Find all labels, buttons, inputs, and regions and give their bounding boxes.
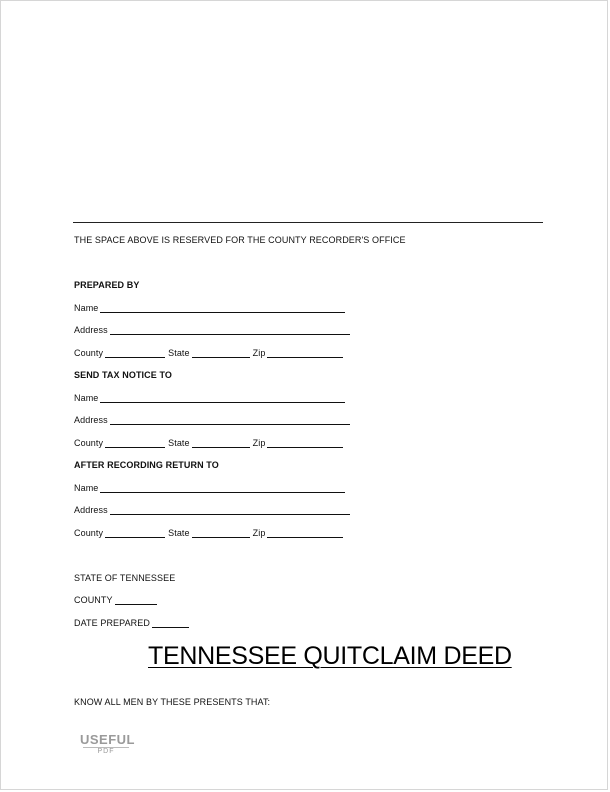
name-label: Name [74, 393, 99, 403]
county-label: County [74, 348, 104, 358]
prepared-by-county-input[interactable] [105, 348, 165, 358]
date-prepared-input[interactable] [152, 618, 189, 628]
address-label: Address [74, 415, 108, 425]
recorder-space-line [73, 222, 543, 223]
date-prepared-label: DATE PREPARED [74, 618, 150, 628]
state-label: State [168, 528, 190, 538]
county-label: COUNTY [74, 595, 113, 605]
after-recording-address-field [74, 505, 353, 515]
after-recording-state-input[interactable] [192, 528, 250, 538]
prepared-by-name-input[interactable] [100, 303, 345, 313]
prepared-by-heading: PREPARED BY [74, 280, 140, 290]
document-title: TENNESSEE QUITCLAIM DEED [148, 642, 512, 670]
send-tax-location-row [74, 438, 346, 448]
know-all-men-text: KNOW ALL MEN BY THESE PRESENTS THAT: [74, 697, 271, 707]
prepared-by-name-field [74, 303, 348, 313]
state-label: State [168, 348, 190, 358]
after-recording-zip-input[interactable] [267, 528, 343, 538]
county-label: County [74, 438, 104, 448]
state-of-tennessee: STATE OF TENNESSEE [74, 573, 176, 583]
prepared-by-location-row [74, 348, 346, 358]
usefulpdf-logo [80, 732, 135, 759]
logo-wordmark: USEFUL [80, 732, 135, 747]
send-tax-address-field [74, 415, 353, 425]
after-recording-location-row [74, 528, 346, 538]
zip-label: Zip [252, 348, 266, 358]
after-recording-name-field [74, 483, 348, 493]
send-tax-name-field [74, 393, 348, 403]
prepared-by-zip-input[interactable] [267, 348, 343, 358]
logo-subtext: PDF [83, 747, 129, 756]
county-input[interactable] [115, 595, 157, 605]
prepared-by-address-input[interactable] [110, 325, 350, 335]
date-prepared-field [74, 618, 192, 628]
address-label: Address [74, 325, 108, 335]
after-recording-address-input[interactable] [110, 505, 350, 515]
zip-label: Zip [252, 438, 266, 448]
name-label: Name [74, 303, 99, 313]
after-recording-heading: AFTER RECORDING RETURN TO [74, 460, 219, 470]
county-label: County [74, 528, 104, 538]
prepared-by-state-input[interactable] [192, 348, 250, 358]
send-tax-county-input[interactable] [105, 438, 165, 448]
name-label: Name [74, 483, 99, 493]
after-recording-county-input[interactable] [105, 528, 165, 538]
send-tax-zip-input[interactable] [267, 438, 343, 448]
county-field [74, 595, 160, 605]
address-label: Address [74, 505, 108, 515]
after-recording-name-input[interactable] [100, 483, 345, 493]
zip-label: Zip [252, 528, 266, 538]
send-tax-state-input[interactable] [192, 438, 250, 448]
send-tax-name-input[interactable] [100, 393, 345, 403]
state-label: State [168, 438, 190, 448]
send-tax-address-input[interactable] [110, 415, 350, 425]
send-tax-heading: SEND TAX NOTICE TO [74, 370, 172, 380]
prepared-by-address-field [74, 325, 353, 335]
reserved-notice: THE SPACE ABOVE IS RESERVED FOR THE COUNTY RECORDER'S OFFICE [74, 235, 406, 245]
